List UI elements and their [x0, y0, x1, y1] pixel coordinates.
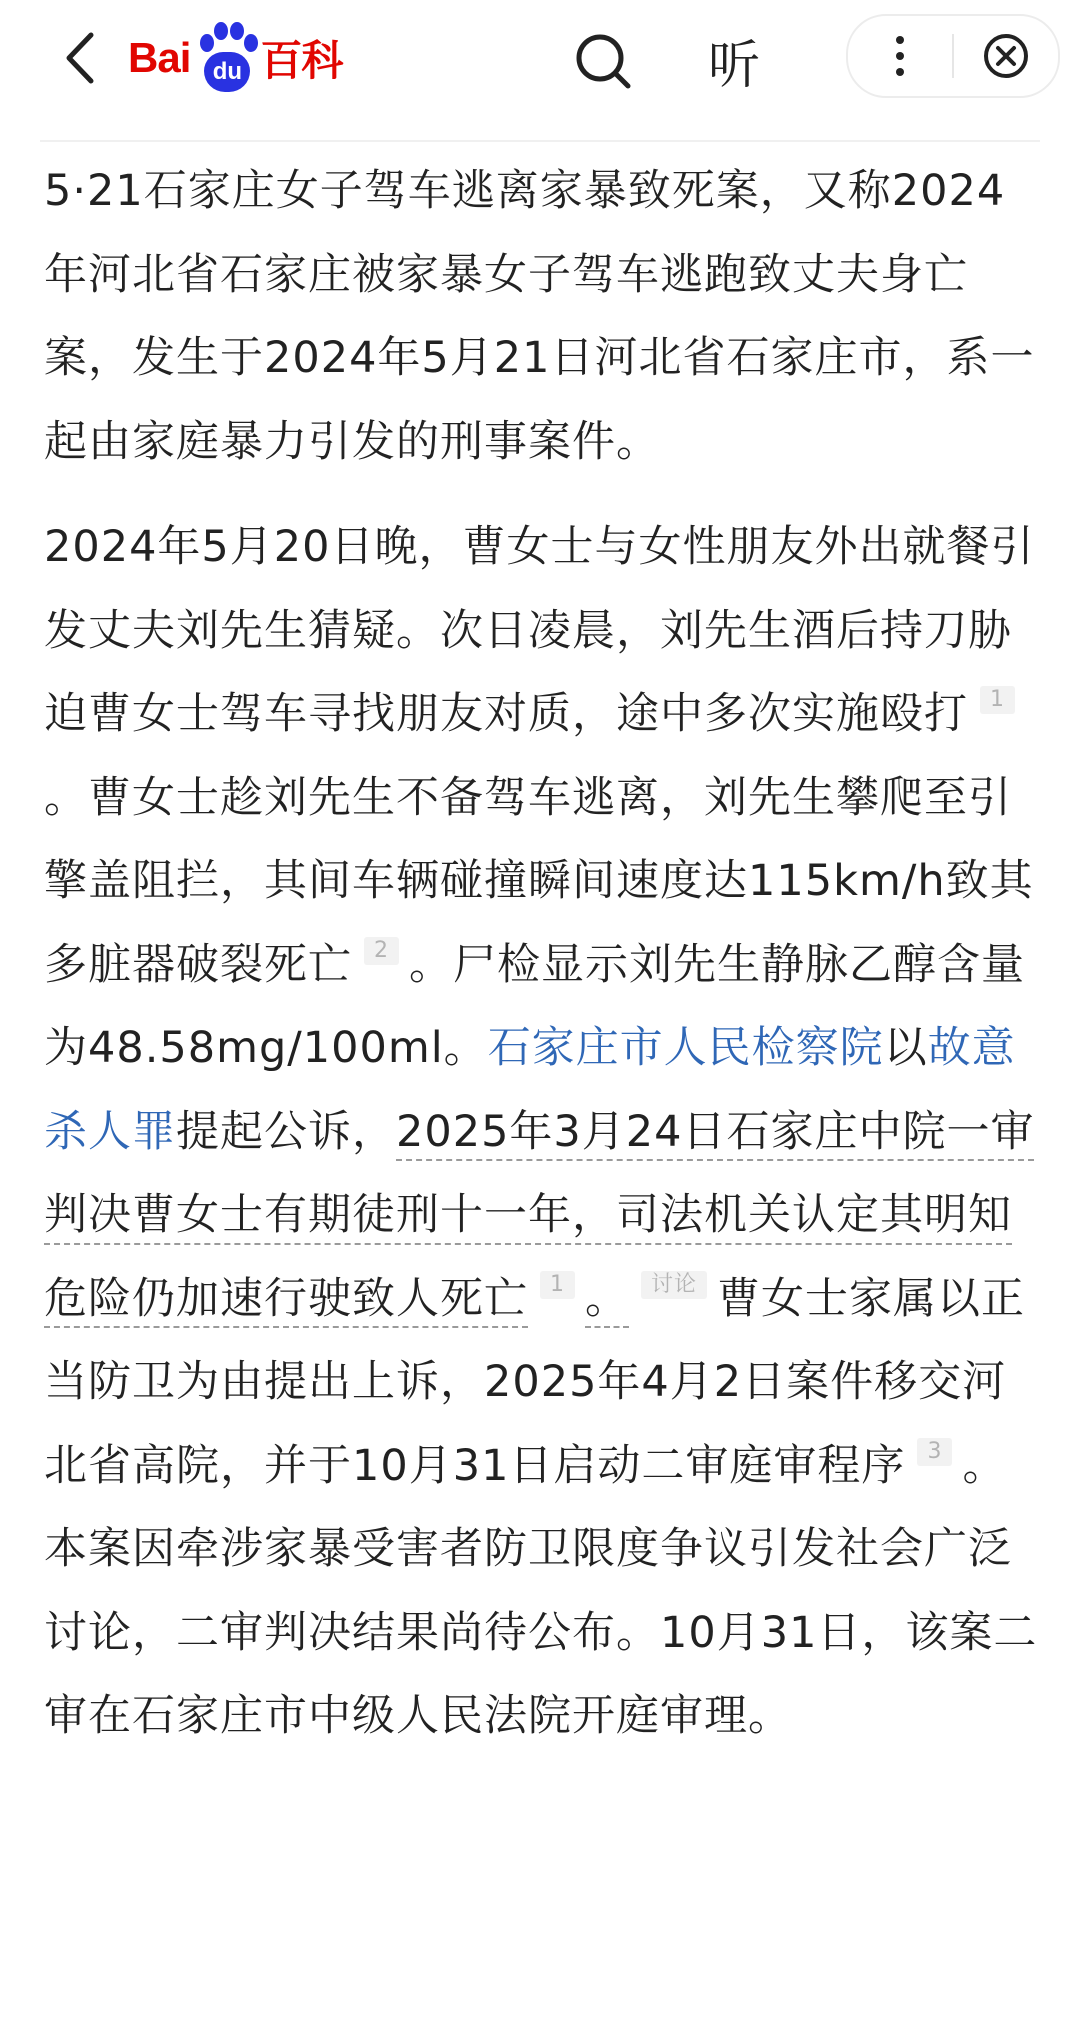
top-bar — [40, 0, 1040, 142]
summary-paragraph: 5·21石家庄女子驾车逃离家暴致死案，又称2024年河北省石家庄被家暴女子驾车逃跑致丈夫身亡案，发生于2024年5月21日河北省石家庄市，系一起由家庭暴力引发的刑事案件。 — [44, 166, 1035, 467]
article-body — [0, 142, 1080, 1759]
logo-du-text: du — [204, 52, 250, 92]
detail-paragraph — [44, 506, 1042, 1759]
reference-marker[interactable]: 2 — [364, 937, 399, 965]
paw-icon — [192, 20, 258, 96]
text-segment: 。尸检显示刘先生静脉乙醇含量为48.58mg/100ml。 — [44, 939, 1025, 1073]
chevron-left-icon — [63, 31, 97, 85]
reference-marker[interactable]: 1 — [980, 686, 1015, 714]
text-segment: 提起公诉， — [176, 1106, 396, 1157]
text-segment: 。曹女士趁刘先生不备驾车逃离，刘先生攀爬至引擎盖阻拦，其间车辆碰撞瞬间速度达115km/h致其多脏器破裂死亡 — [44, 772, 1034, 990]
search-button[interactable] — [570, 28, 636, 94]
more-button[interactable] — [848, 16, 952, 96]
discussed-passage[interactable]: 2025年3月24日石家庄中院一审判决曹女士有期徒刑十一年，司法机关认定其明知危险仍加速行驶致人死亡 — [44, 1106, 1035, 1324]
logo-bai-text: Bai — [128, 34, 191, 81]
more-vertical-icon — [896, 36, 904, 76]
text-segment: 2024年5月20日晚，曹女士与女性朋友外出就餐引发丈夫刘先生猜疑。次日凌晨，刘先生酒后持刀胁迫曹女士驾车寻找朋友对质，途中多次实施殴打 — [44, 522, 1035, 739]
back-button[interactable] — [52, 28, 108, 88]
text-segment: 。本案因牵涉家暴受害者防卫限度争议引发社会广泛讨论，二审判决结果尚待公布。10月31日，该案二审在石家庄市中级人民法院开庭审理。 — [44, 1440, 1038, 1741]
close-circle-icon — [981, 31, 1031, 81]
reference-marker[interactable]: 1 — [540, 1271, 575, 1299]
reference-marker[interactable]: 3 — [917, 1438, 952, 1466]
link-intentional-homicide[interactable]: 故意杀人罪 — [44, 1023, 1016, 1157]
search-icon — [574, 32, 632, 90]
listen-button[interactable]: 听 — [708, 35, 761, 96]
mini-program-capsule — [846, 14, 1060, 98]
baidu-baike-logo[interactable] — [128, 8, 342, 108]
link-procuratorate[interactable]: 石家庄市人民检察院 — [487, 1023, 884, 1073]
text-segment: 。 — [585, 1273, 629, 1324]
text-segment: 以 — [883, 1023, 928, 1073]
close-button[interactable] — [954, 16, 1058, 96]
text-segment: 曹女士家属以正当防卫为由提出上诉，2025年4月2日案件移交河北省高院，并于10月31日启动二审庭审程序 — [44, 1273, 1026, 1491]
logo-baike-text: 百科 — [260, 37, 343, 84]
discussion-tag[interactable]: 讨论 — [641, 1271, 707, 1299]
